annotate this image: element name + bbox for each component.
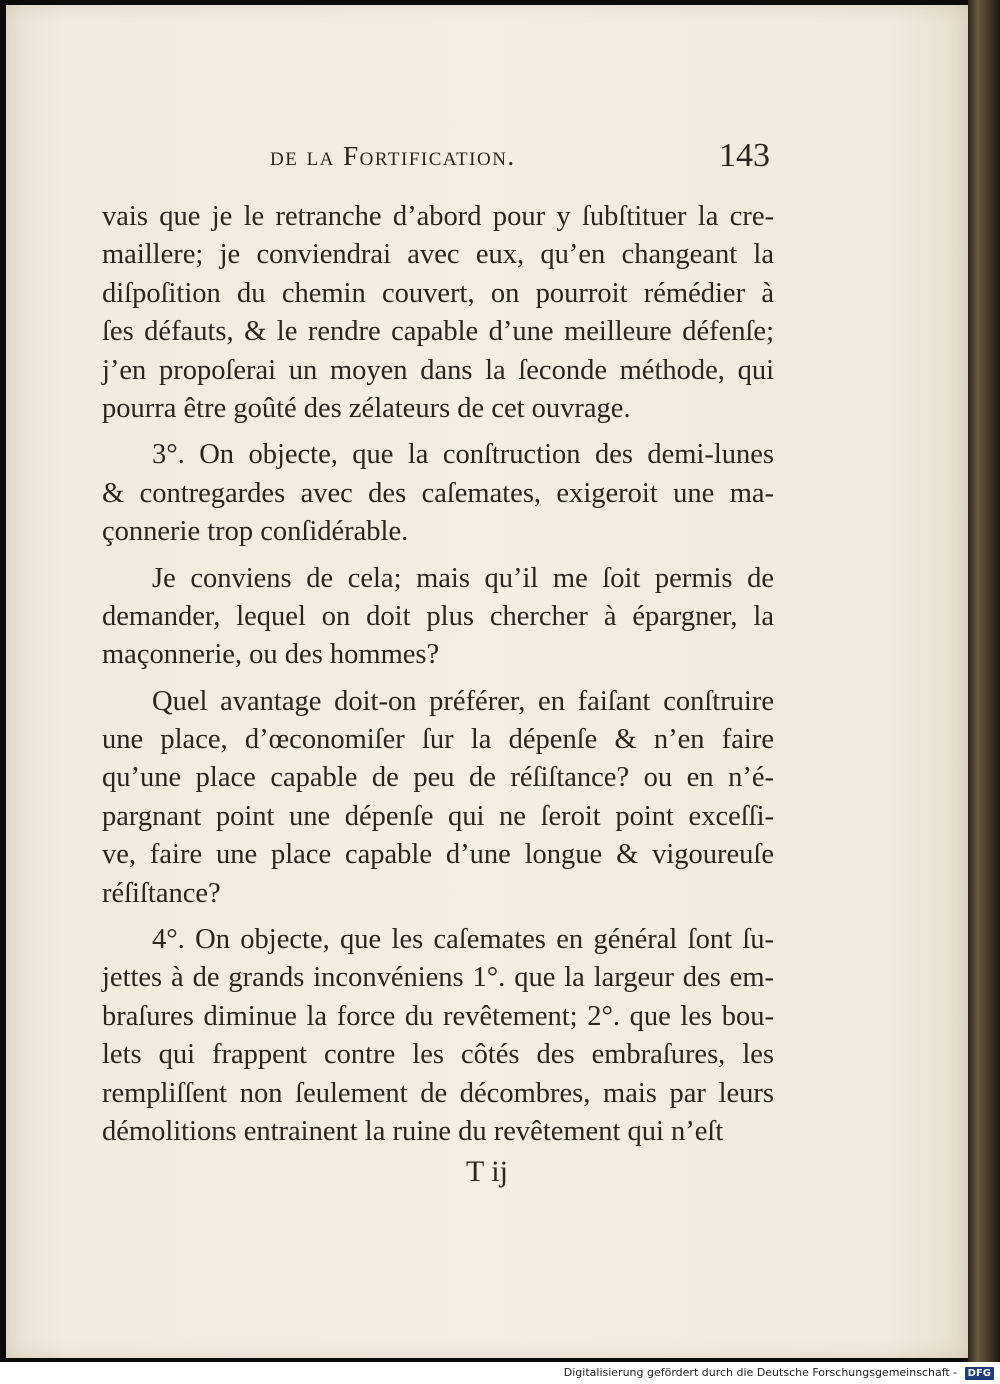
paragraph — [102, 560, 774, 675]
text-line: demander, lequel on doit plus chercher à épargner, la — [102, 600, 774, 632]
text-line: 4°. On objecte, que les caſemates en général ſont ſu- — [152, 924, 774, 956]
text-line: j’en propoſerai un moyen dans la ſeconde méthode, qui — [102, 354, 774, 386]
running-head: de la Fortification. — [270, 141, 516, 171]
body-text — [102, 198, 774, 1159]
paragraph — [102, 683, 774, 913]
book-spine — [968, 0, 1000, 1362]
text-line: une place, d’œconomiſer ſur la dépenſe & n’en faire — [102, 724, 774, 756]
text-line: 3°. On objecte, que la conſtruction des demi-lunes — [152, 439, 774, 471]
text-line: réſiſtance? — [102, 877, 221, 909]
text-line: Quel avantage doit-on préférer, en faiſant conſtruire — [152, 685, 774, 717]
text-line: vais que je le retranche d’abord pour y ſubſtituer la cre- — [102, 201, 774, 232]
credit-text: Digitalisierung gefördert durch die Deutsche Forschungsgemeinschaft - — [563, 1366, 958, 1379]
text-line: ſes défauts, & le rendre capable d’une meilleure défenſe; — [102, 316, 774, 348]
text-line: çonnerie trop conſidérable. — [102, 516, 409, 548]
text-line: jettes à de grands inconvéniens 1°. que la largeur des em- — [102, 962, 774, 994]
text-line: démolitions entrainent la ruine du revêtement qui n’eſt — [102, 1115, 724, 1147]
text-line: Je conviens de cela; mais qu’il me ſoit permis de — [152, 562, 774, 594]
text-line: ve, faire une place capable d’une longue & vigoureuſe — [102, 839, 774, 871]
text-line: pourra être goûté des zélateurs de cet ouvrage. — [102, 392, 631, 424]
text-line: maillere; je conviendrai avec eux, qu’en changeant la — [102, 239, 774, 271]
signature-mark: T ij — [466, 1155, 508, 1188]
text-line: lets qui frappent contre les côtés des embraſures, les — [102, 1039, 774, 1071]
digitization-credit — [564, 1366, 994, 1380]
paragraph — [102, 436, 774, 551]
text-line: pargnant point une dépenſe qui ne ſeroit point exceſſi- — [102, 800, 774, 832]
paragraph — [102, 198, 774, 428]
dfg-logo: DFG — [965, 1367, 994, 1380]
text-line: rempliſſent non ſeulement de décombres, mais par leurs — [102, 1077, 774, 1109]
page-number: 143 — [719, 137, 770, 174]
paragraph — [102, 921, 774, 1151]
text-line: maçonnerie, ou des hommes? — [102, 639, 440, 671]
book-page — [6, 5, 968, 1358]
page-header — [270, 137, 770, 181]
text-line: braſures diminue la force du revêtement; 2°. que les bou- — [102, 1000, 774, 1032]
text-line: qu’une place capable de peu de réſiſtance? ou en n’é- — [102, 762, 774, 794]
text-line: & contregardes avec des caſemates, exigeroit une ma- — [102, 477, 774, 509]
text-line: diſpoſition du chemin couvert, on pourroit rémédier à — [102, 277, 774, 309]
